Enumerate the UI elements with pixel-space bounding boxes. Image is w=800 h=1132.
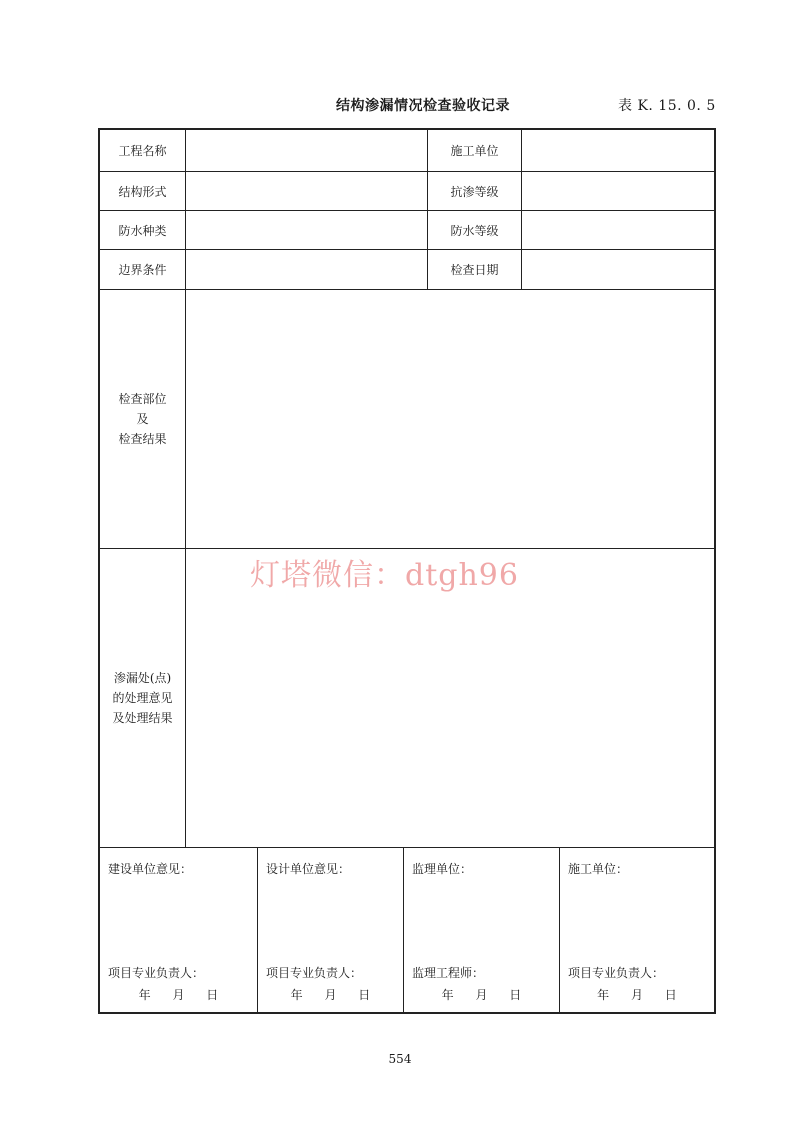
leakage-label-line2: 的处理意见 (112, 691, 173, 705)
leakage-label-line3: 及处理结果 (112, 711, 173, 725)
signature-date: 年 月 日 (597, 988, 677, 1002)
inspection-label-line2: 及 (136, 412, 149, 426)
inspection-section (100, 290, 714, 549)
label-construction-unit: 施工单位 (428, 130, 522, 171)
leakage-label-line1: 渗漏处(点) (113, 671, 172, 685)
signature-person: 项目专业负责人： (266, 966, 363, 980)
page-number: 554 (388, 1052, 412, 1066)
label-waterproof-grade: 防水等级 (428, 211, 522, 249)
signature-owner[interactable] (100, 848, 258, 1012)
field-impermeability-grade[interactable] (522, 172, 714, 210)
field-waterproof-type[interactable] (186, 211, 428, 249)
label-boundary-conditions: 边界条件 (100, 250, 186, 289)
signature-title: 监理单位： (412, 862, 473, 876)
signature-title: 设计单位意见： (266, 862, 351, 876)
table-row (100, 250, 714, 290)
signature-person: 项目专业负责人： (108, 966, 205, 980)
signature-date: 年 月 日 (290, 988, 371, 1002)
label-project-name: 工程名称 (100, 130, 186, 171)
table-row (100, 130, 714, 172)
field-waterproof-grade[interactable] (522, 211, 714, 249)
table-row (100, 172, 714, 211)
inspection-label-line1: 检查部位 (118, 392, 167, 406)
label-inspection (100, 290, 186, 548)
table-number: 表 K. 15. 0. 5 (618, 98, 716, 114)
label-leakage (100, 549, 186, 847)
field-boundary-conditions[interactable] (186, 250, 428, 289)
signature-date: 年 月 日 (441, 988, 522, 1002)
signature-person: 监理工程师： (412, 966, 485, 980)
signature-design[interactable] (258, 848, 404, 1012)
label-inspection-date: 检查日期 (428, 250, 522, 289)
signature-date: 年 月 日 (138, 988, 219, 1002)
field-inspection-date[interactable] (522, 250, 714, 289)
inspection-label-line3: 检查结果 (118, 432, 167, 446)
signature-row (100, 848, 714, 1012)
form-title: 结构渗漏情况检查验收记录 (336, 98, 510, 114)
table-row (100, 211, 714, 250)
field-project-name[interactable] (186, 130, 428, 171)
signature-supervision[interactable] (404, 848, 560, 1012)
signature-person: 项目专业负责人： (568, 966, 665, 980)
signature-construction[interactable] (560, 848, 714, 1012)
signature-title: 施工单位： (568, 862, 629, 876)
label-waterproof-type: 防水种类 (100, 211, 186, 249)
signature-title: 建设单位意见： (108, 862, 193, 876)
field-structure-form[interactable] (186, 172, 428, 210)
watermark-text: 灯塔微信：dtgh96 (250, 558, 519, 593)
label-structure-form: 结构形式 (100, 172, 186, 210)
field-construction-unit[interactable] (522, 130, 714, 171)
field-inspection-results[interactable] (186, 290, 714, 548)
label-impermeability-grade: 抗渗等级 (428, 172, 522, 210)
